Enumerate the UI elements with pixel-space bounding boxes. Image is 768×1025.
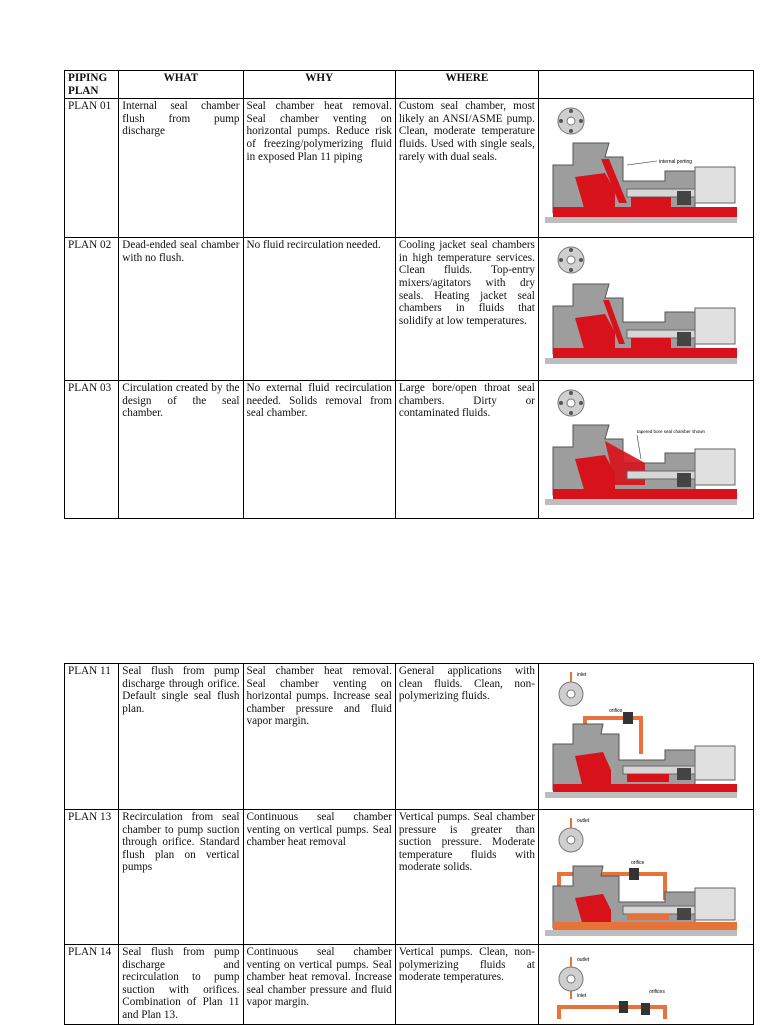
diagram-label: inlet — [576, 672, 587, 678]
plan-id: PLAN 02 — [65, 238, 119, 381]
plan-diagram-cell — [538, 945, 753, 1025]
plan-id: PLAN 11 — [65, 664, 119, 810]
where-cell: Vertical pumps. Seal chamber pressure is greater than suction pressure. Moderate temperature fluids with moderate solids. — [395, 810, 538, 945]
piping-plan-table-2 — [64, 663, 754, 1025]
plan-id: PLAN 03 — [65, 381, 119, 519]
plan-14-diagram — [545, 949, 737, 1019]
pump-cross-section-icon — [545, 284, 737, 364]
why-cell: Continuous seal chamber venting on vertical pumps. Seal chamber heat removal. Increase seal chamber pressure and fluid vapor margin. — [243, 945, 395, 1025]
plan-id: PLAN 13 — [65, 810, 119, 945]
plan-11-diagram — [545, 668, 737, 802]
seal-end-view-icon — [558, 247, 584, 273]
orifices-piping-icon — [559, 1001, 665, 1019]
where-cell: Large bore/open throat seal chambers. Dirty or contaminated fluids. — [395, 381, 538, 519]
what-cell: Internal seal chamber flush from pump discharge — [119, 99, 243, 238]
table-row — [65, 810, 754, 945]
why-cell: Seal chamber heat removal. Seal chamber venting on horizontal pumps. Increase seal chamber pressure and fluid vapor margin. — [243, 664, 395, 810]
why-cell: No fluid recirculation needed. — [243, 238, 395, 381]
plan-02-diagram — [545, 242, 737, 372]
table-row — [65, 945, 754, 1025]
plan-diagram-cell — [538, 810, 753, 945]
diagram-label: orifice — [608, 708, 623, 714]
header-image — [538, 71, 753, 99]
piping-plan-table-1 — [64, 70, 754, 519]
why-cell: Seal chamber heat removal. Seal chamber venting on horizontal pumps. Reduce risk of freezing/polymerizing fluid in exposed Plan 11 piping — [243, 99, 395, 238]
what-cell: Recirculation from seal chamber to pump suction through orifice. Standard flush plan on vertical pumps — [119, 810, 243, 945]
header-what: WHAT — [119, 71, 243, 99]
plan-diagram-cell — [538, 381, 753, 519]
pump-cross-section-icon — [545, 425, 737, 505]
why-cell: No external fluid recirculation needed. Solids removal from seal chamber. — [243, 381, 395, 519]
seal-end-view-icon — [558, 108, 584, 134]
where-cell: Vertical pumps. Clean, non-polymerizing fluids at moderate temperatures. — [395, 945, 538, 1025]
plan-13-diagram — [545, 814, 737, 938]
seal-end-view-icon — [558, 390, 584, 416]
diagram-label: tapered bore seal chamber shown — [636, 429, 705, 435]
pump-cross-section-icon — [545, 866, 737, 936]
plan-diagram-cell — [538, 664, 753, 810]
what-cell: Seal flush from pump discharge and recirculation to pump suction with orifices. Combination of Plan 11 and Plan 13. — [119, 945, 243, 1025]
diagram-label: orifice — [630, 860, 645, 866]
what-cell: Dead-ended seal chamber with no flush. — [119, 238, 243, 381]
table-row — [65, 381, 754, 519]
where-cell: Cooling jacket seal chambers in high temperature services. Clean fluids. Top-entry mixers/agitators with dry seals. Heating jacket seal chambers in fluids that solidify at low temperatures. — [395, 238, 538, 381]
plan-01-diagram — [545, 103, 737, 229]
plan-03-diagram — [545, 385, 737, 511]
diagram-label: inlet — [576, 993, 587, 999]
plan-diagram-cell — [538, 99, 753, 238]
where-cell: Custom seal chamber, most likely an ANSI/ASME pump. Clean, moderate temperature fluids. Used with single seals, rarely with dual seals. — [395, 99, 538, 238]
table-row — [65, 238, 754, 381]
header-piping-plan: PIPING PLAN — [65, 71, 119, 99]
diagram-label: internal porting — [658, 159, 692, 166]
plan-id: PLAN 01 — [65, 99, 119, 238]
plan-diagram-cell — [538, 238, 753, 381]
where-cell: General applications with clean fluids. Clean, non-polymerizing fluids. — [395, 664, 538, 810]
what-cell: Seal flush from pump discharge through orifice. Default single seal flush plan. — [119, 664, 243, 810]
diagram-label: outlet — [576, 957, 590, 963]
what-cell: Circulation created by the design of the seal chamber. — [119, 381, 243, 519]
diagram-label: outlet — [576, 818, 590, 824]
table-header-row — [65, 71, 754, 99]
table-row — [65, 664, 754, 810]
table-row — [65, 99, 754, 238]
header-why: WHY — [243, 71, 395, 99]
plan-id: PLAN 14 — [65, 945, 119, 1025]
why-cell: Continuous seal chamber venting on vertical pumps. Seal chamber heat removal — [243, 810, 395, 945]
diagram-label: orifices — [648, 989, 665, 995]
header-where: WHERE — [395, 71, 538, 99]
